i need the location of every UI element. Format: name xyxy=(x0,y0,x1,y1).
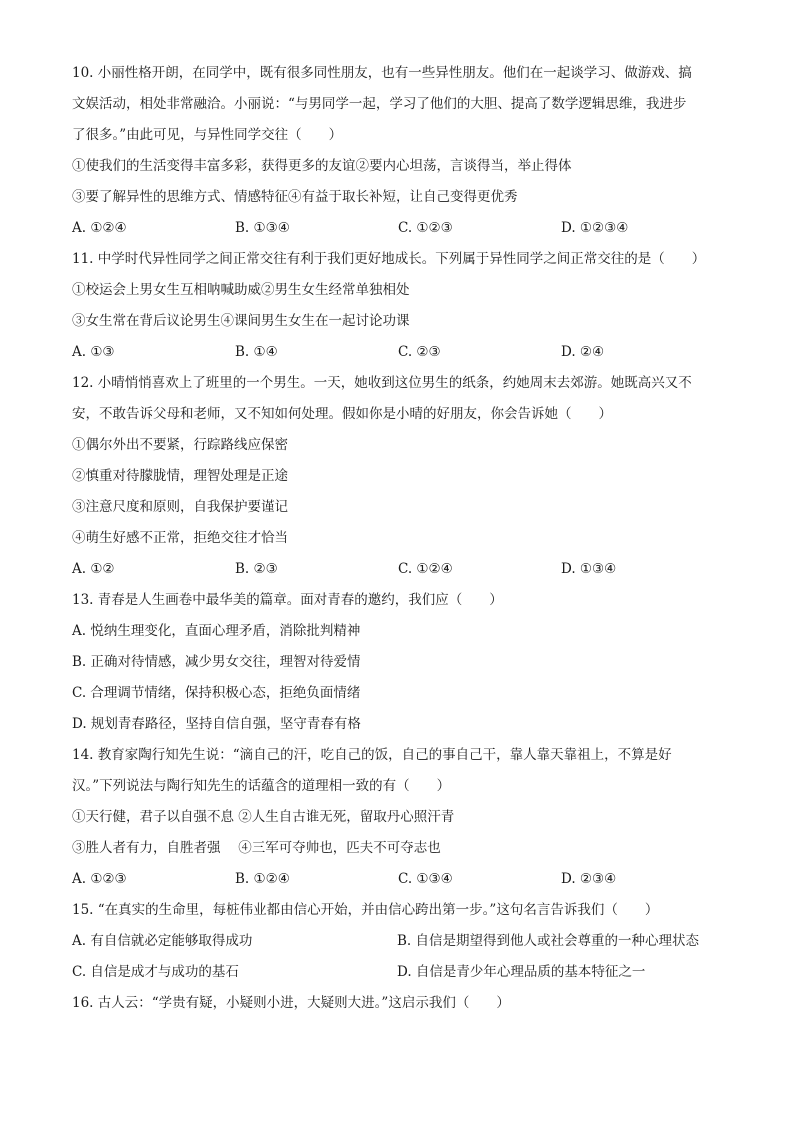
option-c: C. 自信是成才与成功的基石 xyxy=(72,964,239,980)
option-d: D. ①③④ xyxy=(561,561,617,577)
question-text: 安，不敢告诉父母和老师，又不知如何处理。假如你是小晴的好朋友，你会告诉她（ ） xyxy=(72,406,612,422)
option-c: C. ②③ xyxy=(398,344,441,360)
question-12 xyxy=(72,368,732,585)
question-text: 10. 小丽性格开朗，在同学中，既有很多同性朋友，也有一些异性朋友。他们在一起谈学习、做游戏、搞 xyxy=(72,65,692,81)
option-d: D. 自信是青少年心理品质的基本特征之一 xyxy=(397,964,646,980)
question-text: 14. 教育家陶行知先生说：“滴自己的汗，吃自己的饭，自己的事自己干，靠人靠天靠祖上，不算是好 xyxy=(72,747,672,763)
statement-line: ③女生常在背后议论男生④课间男生女生在一起讨论功课 xyxy=(72,313,410,329)
statement-line: ①使我们的生活变得丰富多彩，获得更多的友谊②要内心坦荡，言谈得当，举止得体 xyxy=(72,158,572,174)
option-d: D. 规划青春路径，坚持自信自强，坚守青春有格 xyxy=(72,716,361,732)
question-15 xyxy=(72,895,732,988)
question-text: 11. 中学时代异性同学之间正常交往有利于我们更好地成长。下列属于异性同学之间正常交往的是（ ） xyxy=(72,251,706,267)
option-b: B. ②③ xyxy=(235,561,278,577)
option-d: D. ①②③④ xyxy=(561,220,629,236)
option-c: C. ①②③ xyxy=(398,220,453,236)
answer-options xyxy=(72,554,732,585)
question-text: 12. 小晴悄悄喜欢上了班里的一个男生。一天，她收到这位男生的纸条，约她周末去郊游。她既高兴又不 xyxy=(72,375,692,391)
question-text: 汉。”下列说法与陶行知先生的话蕴含的道理相一致的有（ ） xyxy=(72,778,451,794)
question-16 xyxy=(72,988,732,1019)
question-14 xyxy=(72,740,732,895)
statement-line: ④萌生好感不正常，拒绝交往才恰当 xyxy=(72,530,288,546)
answer-options xyxy=(72,957,732,988)
option-b: B. 正确对待情感，减少男女交往，理智对待爱情 xyxy=(72,654,361,670)
option-a: A. ①②④ xyxy=(72,220,127,236)
option-d: D. ②④ xyxy=(561,344,605,360)
option-a: A. 有自信就必定能够取得成功 xyxy=(72,933,253,949)
option-c: C. 合理调节情绪，保持积极心态，拒绝负面情绪 xyxy=(72,685,361,701)
question-text: 15. “在真实的生命里，每桩伟业都由信心开始，并由信心跨出第一步。”这句名言告诉我们（ ） xyxy=(72,902,659,918)
option-c: C. ①③④ xyxy=(398,871,453,887)
question-text: 13. 青春是人生画卷中最华美的篇章。面对青春的邀约，我们应（ ） xyxy=(72,592,503,608)
option-a: A. 悦纳生理变化，直面心理矛盾，消除批判精神 xyxy=(72,623,361,639)
answer-options xyxy=(72,926,732,957)
option-a: A. ①③ xyxy=(72,344,115,360)
statement-line: ②慎重对待朦胧情，理智处理是正途 xyxy=(72,468,288,484)
statement-line: ①校运会上男女生互相呐喊助威②男生女生经常单独相处 xyxy=(72,282,410,298)
option-b: B. ①③④ xyxy=(235,220,290,236)
question-text: 文娱活动，相处非常融洽。小丽说：“与男同学一起，学习了他们的大胆、提高了数学逻辑思维，我进步 xyxy=(72,96,687,112)
question-text: 16. 古人云：“学贵有疑，小疑则小进，大疑则大进。”这启示我们（ ） xyxy=(72,995,510,1011)
answer-options xyxy=(72,213,732,244)
option-b: B. 自信是期望得到他人或社会尊重的一种心理状态 xyxy=(397,933,700,949)
statement-line: ③胜人者有力，自胜者强 ④三军可夺帅也，匹夫不可夺志也 xyxy=(72,840,441,856)
answer-options xyxy=(72,864,732,895)
option-b: B. ①④ xyxy=(235,344,278,360)
statement-line: ③要了解异性的思维方式、情感特征④有益于取长补短，让自己变得更优秀 xyxy=(72,189,518,205)
question-11 xyxy=(72,244,732,368)
answer-options xyxy=(72,337,732,368)
question-text: 了很多。”由此可见，与异性同学交往（ ） xyxy=(72,127,343,143)
option-b: B. ①②④ xyxy=(235,871,290,887)
statement-line: ③注意尺度和原则，自我保护要谨记 xyxy=(72,499,288,515)
option-c: C. ①②④ xyxy=(398,561,453,577)
statement-line: ①偶尔外出不要紧，行踪路线应保密 xyxy=(72,437,288,453)
question-10 xyxy=(72,58,732,244)
question-13 xyxy=(72,585,732,740)
option-a: A. ①②③ xyxy=(72,871,127,887)
option-d: D. ②③④ xyxy=(561,871,617,887)
statement-line: ①天行健，君子以自强不息 ②人生自古谁无死，留取丹心照汗青 xyxy=(72,809,455,825)
exam-page xyxy=(72,58,732,1019)
option-a: A. ①② xyxy=(72,561,115,577)
